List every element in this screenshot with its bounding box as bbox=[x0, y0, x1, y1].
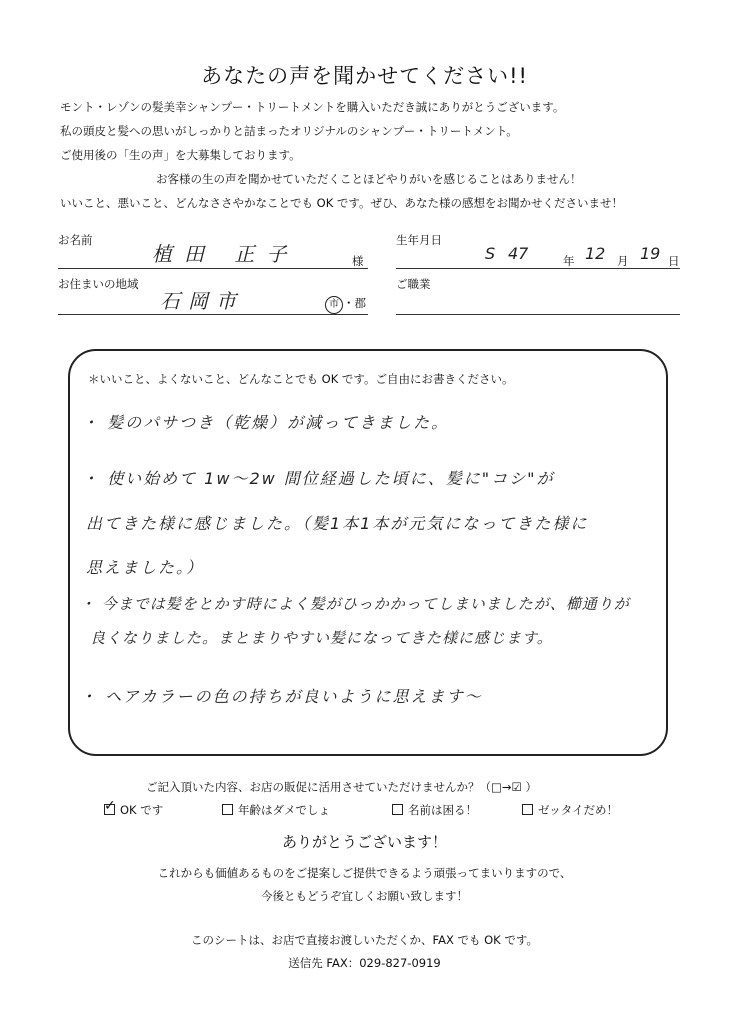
comment-line-5: ・ 今までは髪をとかす時によく髪がひっかかってしまいましたが、櫛通りが bbox=[80, 595, 630, 613]
comment-line-1: ・ 髪のパサつき（乾燥）が減ってきました。 bbox=[82, 413, 450, 432]
comment-line-7: ・ ヘアカラーの色の持ちが良いように思えます〜 bbox=[80, 687, 483, 706]
birth-era[interactable]: S bbox=[485, 244, 496, 263]
area-label: お住まいの地域 bbox=[58, 277, 139, 291]
option-no-age[interactable]: 年齢はダメでしょ bbox=[222, 802, 330, 818]
area-sep: ・ bbox=[343, 296, 355, 310]
option-never[interactable]: ゼッタイだめ！ bbox=[522, 802, 618, 818]
closing-line-2: 今後ともどうぞ宜しくお願い致します！ bbox=[261, 889, 468, 903]
fax-number: 送信先 FAX：029-827-0919 bbox=[288, 956, 441, 970]
area-underline bbox=[58, 314, 368, 315]
option-no-name[interactable]: 名前は困る！ bbox=[392, 802, 477, 818]
area-suffix bbox=[325, 295, 366, 314]
checkbox-icon[interactable] bbox=[522, 804, 533, 815]
intro-line-5: いいこと、悪いこと、どんなささやかなことでも OK です。ぜひ、あなた様の感想をお聞かせくださいませ！ bbox=[60, 196, 624, 210]
year-label: 年 bbox=[563, 254, 575, 268]
birth-year[interactable]: 47 bbox=[508, 244, 529, 263]
job-underline bbox=[396, 314, 680, 315]
page-title: あなたの声を聞かせてください!! bbox=[201, 64, 528, 88]
intro-line-1: モント・レゾンの髪美幸シャンプー・トリートメントを購入いただき誠にありがとうございます。 bbox=[60, 100, 565, 114]
birth-month[interactable]: 12 bbox=[585, 244, 606, 263]
area-value[interactable]: 石岡市 bbox=[160, 289, 244, 313]
comment-line-6: 良くなりました。まとまりやすい髪になってきた様に感じます。 bbox=[90, 629, 553, 647]
consent-question: ご記入頂いた内容、お店の販促に活用させていただけませんか？（□→☑ ） bbox=[146, 780, 537, 794]
name-label: お名前 bbox=[58, 233, 93, 247]
area-county: 郡 bbox=[354, 296, 366, 310]
comment-line-4: 思えました。） bbox=[86, 558, 205, 577]
checkbox-icon[interactable] bbox=[222, 804, 233, 815]
name-underline bbox=[58, 268, 368, 269]
job-label: ご職業 bbox=[396, 277, 431, 291]
intro-line-4: お客様の生の声を聞かせていただくことほどやりがいを感じることはありません！ bbox=[156, 172, 582, 186]
thanks-heading: ありがとうございます！ bbox=[281, 833, 447, 851]
birth-label: 生年月日 bbox=[396, 233, 442, 247]
checkbox-icon[interactable] bbox=[392, 804, 403, 815]
name-suffix: 様 bbox=[352, 254, 364, 268]
comment-line-2: ・ 使い始めて 1w〜2w 間位経過した頃に、髪に"コシ"が bbox=[82, 469, 555, 488]
checkbox-checked-icon[interactable] bbox=[104, 804, 115, 815]
month-label: 月 bbox=[617, 254, 629, 268]
intro-line-3: ご使用後の「生の声」を大募集しております。 bbox=[60, 148, 301, 162]
closing-line-1: これからも価値あるものをご提案しご提供できるよう頑張ってまいりますので、 bbox=[157, 866, 572, 880]
comment-line-3: 出てきた様に感じました。（髪1本1本が元気になってきた様に bbox=[86, 514, 589, 533]
intro-line-2: 私の頭皮と髪への思いがしっかりと詰まったオリジナルのシャンプー・トリートメント。 bbox=[60, 124, 518, 138]
area-city-circled: 市 bbox=[325, 296, 343, 314]
footer-note: このシートは、お店で直接お渡しいただくか、FAX でも OK です。 bbox=[191, 933, 538, 947]
comment-note: ＊いいこと、よくないこと、どんなことでも OK です。ご自由にお書きください。 bbox=[88, 372, 514, 386]
birth-day[interactable]: 19 bbox=[640, 244, 661, 263]
birth-underline bbox=[396, 268, 680, 269]
day-label: 日 bbox=[668, 254, 680, 268]
name-value[interactable]: 植田 正子 bbox=[152, 242, 299, 266]
option-ok[interactable]: ✓OK です bbox=[104, 802, 163, 818]
